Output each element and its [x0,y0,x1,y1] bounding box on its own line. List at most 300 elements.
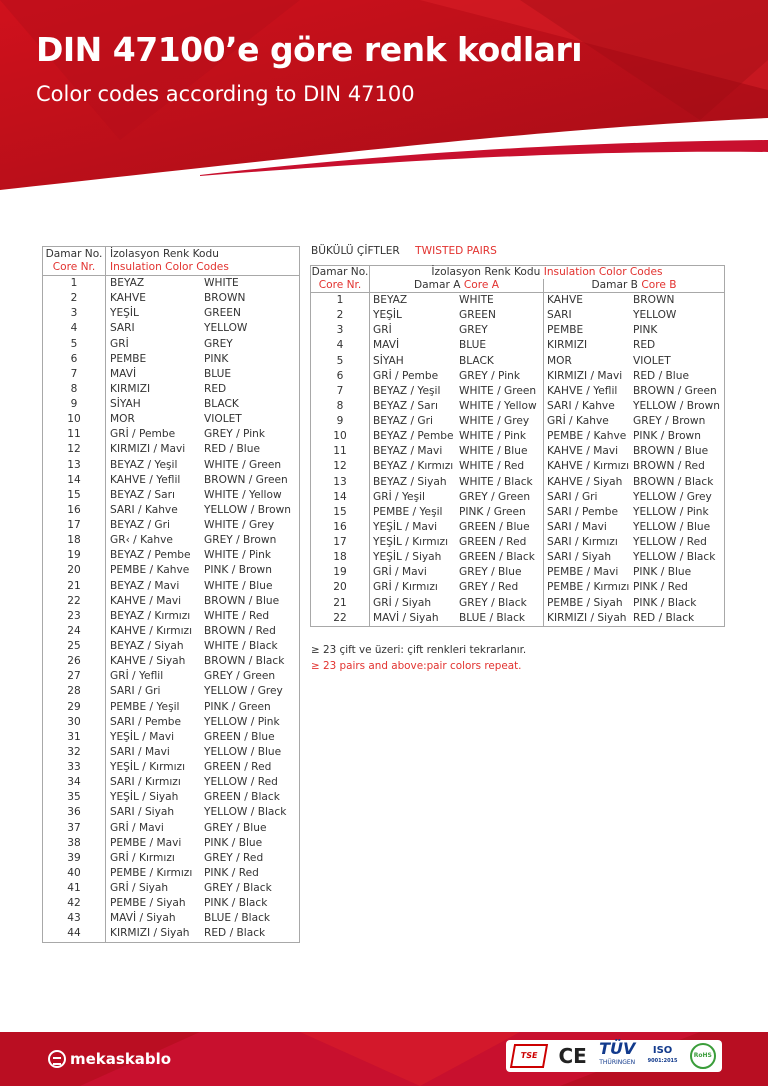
core-number: 25 [43,639,106,654]
color-tr: YEŞİL [110,307,139,320]
pairs-label-tr: BÜKÜLÜ ÇİFTLER [311,245,400,257]
table-row [311,429,725,444]
pair-number: 6 [311,369,370,384]
table-row [311,308,725,323]
color-tr: GRİ / Kırmızı [110,851,175,864]
core-b-color-en: YELLOW / Red [633,536,707,548]
table-row [43,851,300,866]
core-a-color-en: WHITE / Green [459,384,544,399]
header-banner [0,0,768,200]
color-tr: PEMBE [110,352,147,365]
core-a-color-en: PINK / Green [459,505,544,520]
pair-number: 16 [311,520,370,535]
color-en: WHITE / Green [204,458,282,471]
repeat-note [311,642,526,674]
core-b-color-tr: PEMBE / Mavi [547,566,619,579]
core-b-color-en: BROWN / Red [633,460,705,473]
core-a-color-en: GREY / Pink [459,369,544,384]
col-header-en: Insulation Color Codes [543,266,663,278]
brand-name: mekaskablo [70,1050,172,1068]
color-en: PINK / Red [204,866,259,879]
core-number: 24 [43,624,106,639]
col-header-tr: İzolasyon Renk Kodu [431,266,541,278]
core-b-en: Core B [641,279,677,291]
color-en: YELLOW / Black [204,806,287,819]
core-a-color-tr: YEŞİL / Mavi [373,520,438,533]
color-tr: MAVİ / Siyah [110,912,176,925]
color-en: GREY / Green [204,670,276,683]
brand-mark-icon [48,1050,66,1068]
core-b-color-en: YELLOW / Pink [633,505,709,518]
color-tr: BEYAZ / Yeşil [110,458,178,471]
core-number: 32 [43,745,106,760]
core-b-color-en: RED / Black [633,611,695,624]
core-number: 17 [43,518,106,533]
core-number: 19 [43,548,106,563]
table-row [43,397,300,412]
table-row [43,548,300,563]
table-row [43,458,300,473]
table-row [43,911,300,926]
color-en: YELLOW / Brown [204,503,291,516]
table-row [311,338,725,353]
core-b-color-tr: PEMBE / Siyah [547,596,623,609]
core-b-color-tr: GRİ / Kahve [547,415,609,427]
core-number: 30 [43,715,106,730]
core-number: 11 [43,427,106,442]
color-en: GREEN / Blue [204,730,275,743]
color-tr: SARI / Pembe [110,715,182,728]
color-tr: KAHVE [110,292,146,305]
table-row [311,580,725,595]
color-tr: SARI / Gri [110,685,161,698]
brand-logo [48,1050,171,1068]
table-row [43,700,300,715]
rohs-logo-icon: RoHS [690,1043,716,1069]
core-a-color-tr: YEŞİL [373,309,402,322]
color-tr: YEŞİL / Mavi [110,730,175,743]
table-row [43,291,300,306]
table-row [43,715,300,730]
color-tr: SARI / Mavi [110,745,170,758]
table-row [43,321,300,336]
table-row [311,535,725,550]
color-tr: YEŞİL / Siyah [110,791,179,804]
core-a-color-en: GREY / Red [459,580,544,595]
pair-number: 13 [311,475,370,490]
color-en: PINK / Black [204,897,268,910]
color-tr: KAHVE / Yeflil [110,473,181,486]
core-b-color-en: BROWN / Blue [633,445,709,458]
pair-number: 4 [311,338,370,353]
core-b-color-en: PINK [633,324,658,337]
table-row [43,473,300,488]
color-tr: KAHVE / Mavi [110,594,182,607]
color-tr: SARI / Kahve [110,503,178,516]
core-number: 18 [43,533,106,548]
table-row [43,654,300,669]
color-en: BROWN / Black [204,655,285,668]
table-row [43,896,300,911]
core-a-color-en: GREEN / Red [459,535,544,550]
table-row [43,926,300,942]
core-a-color-en: BLUE [459,338,544,353]
table-row [311,565,725,580]
table-row [43,805,300,820]
color-tr: KAHVE / Siyah [110,655,186,668]
color-en: GREY / Red [204,851,264,864]
table-row [43,563,300,578]
color-tr: PEMBE / Kahve [110,564,190,577]
color-tr: BEYAZ / Pembe [110,549,191,562]
col-core-number-header [43,247,106,276]
color-en: BLUE [204,367,232,380]
table-row [43,352,300,367]
core-a-color-en: GREY / Blue [459,565,544,580]
color-tr: SARI / Siyah [110,806,175,819]
color-tr: MAVİ [110,367,137,380]
core-b-color-en: PINK / Red [633,581,688,594]
color-tr: MOR [110,413,135,426]
pair-number: 15 [311,505,370,520]
color-en: GREY [204,337,233,350]
core-number: 4 [43,321,106,336]
core-number: 9 [43,397,106,412]
pair-number: 22 [311,611,370,627]
table-subheader-row [311,279,725,293]
core-b-color-tr: KIRMIZI [547,339,588,352]
color-tr: PEMBE / Mavi [110,836,182,849]
core-a-color-tr: BEYAZ / Pembe [373,430,454,443]
core-number: 40 [43,866,106,881]
core-number: 22 [43,594,106,609]
table-row [311,596,725,611]
iso-label: ISO [652,1045,673,1056]
color-tr: PEMBE / Siyah [110,897,186,910]
table-row [43,276,300,292]
certification-logos [506,1040,722,1072]
color-tr: BEYAZ / Siyah [110,640,184,652]
color-en: WHITE / Red [204,609,270,622]
core-b-color-en: YELLOW [633,309,677,322]
table-row [43,442,300,457]
color-tr: BEYAZ / Gri [110,519,170,531]
core-b-color-en: BROWN / Black [633,475,714,488]
table-row [43,337,300,352]
twisted-pairs-label [311,245,509,257]
table-row [43,669,300,684]
col-header-en: Core Nr. [52,261,96,273]
core-number: 20 [43,563,106,578]
color-tr: GRİ / Mavi [110,821,164,834]
page-subtitle: Color codes according to DIN 47100 [36,82,415,106]
color-en: BROWN / Red [204,624,276,637]
core-b-color-tr: SARI / Siyah [547,551,612,564]
table-row [43,745,300,760]
color-tr: KIRMIZI / Mavi [110,443,186,456]
core-number: 8 [43,382,106,397]
core-number: 3 [43,306,106,321]
core-b-color-tr: SARI / Kahve [547,399,615,412]
pair-number: 8 [311,399,370,414]
table-row [43,594,300,609]
color-en: RED / Blue [204,443,260,456]
table-row [311,399,725,414]
table-row [311,444,725,459]
twisted-pairs-table [310,265,725,627]
pair-number: 17 [311,535,370,550]
core-number: 43 [43,911,106,926]
table-row [311,505,725,520]
core-a-color-tr: BEYAZ / Siyah [373,475,447,488]
core-number: 21 [43,579,106,594]
pair-number: 11 [311,444,370,459]
pair-number: 1 [311,293,370,309]
core-a-color-tr: BEYAZ / Kırmızı [373,460,454,473]
core-b-color-en: BROWN / Green [633,384,717,397]
core-a-color-tr: YEŞİL / Siyah [373,551,442,564]
pair-number: 19 [311,565,370,580]
table-row [311,354,725,369]
core-number: 10 [43,412,106,427]
color-en: VIOLET [204,413,242,426]
core-number: 16 [43,503,106,518]
core-number: 41 [43,881,106,896]
core-number: 29 [43,700,106,715]
table-row [311,293,725,309]
core-a-color-tr: PEMBE / Yeşil [373,505,443,518]
pair-number: 18 [311,550,370,565]
table-row [43,639,300,654]
core-a-color-en: GREY / Green [459,490,544,505]
color-en: BROWN / Green [204,473,288,486]
color-en: YELLOW / Red [204,776,278,789]
core-a-color-tr: BEYAZ [373,294,408,306]
col-core-number-header-en: Core Nr. [311,279,370,293]
color-tr: SARI [110,322,135,335]
core-number: 31 [43,730,106,745]
table-row [43,412,300,427]
color-tr: PEMBE / Kırmızı [110,866,193,879]
pair-number: 7 [311,384,370,399]
color-en: PINK / Brown [204,564,272,577]
core-b-color-tr: MOR [547,354,572,367]
table-row [43,836,300,851]
core-a-color-tr: BEYAZ / Mavi [373,445,443,458]
table-row [43,533,300,548]
core-a-color-tr: SİYAH [373,354,404,367]
core-b-color-tr: KAHVE [547,294,583,306]
core-number: 44 [43,926,106,942]
core-b-color-tr: PEMBE / Kahve [547,430,627,443]
pair-number: 3 [311,323,370,338]
table-row [43,624,300,639]
pair-number: 10 [311,429,370,444]
core-a-color-tr: GRİ / Siyah [373,596,432,609]
core-b-color-en: PINK / Blue [633,566,692,579]
core-b-header [544,279,725,293]
core-a-color-en: BLUE / Black [459,611,544,627]
color-en: YELLOW / Grey [204,685,283,698]
core-a-color-en: BLACK [459,354,544,369]
color-tr: SARI / Kırmızı [110,776,181,789]
tuv-sub: THÜRINGEN [599,1059,636,1066]
color-tr: GR‹ / Kahve [110,534,173,547]
core-number: 28 [43,684,106,699]
table-row [311,323,725,338]
core-b-color-en: GREY / Brown [633,415,706,427]
color-en: GREY / Blue [204,821,267,834]
single-core-table [42,246,300,943]
pair-number: 12 [311,459,370,474]
core-a-color-tr: GRİ / Pembe [373,369,439,382]
color-tr: KAHVE / Kırmızı [110,624,193,637]
color-tr: GRİ / Siyah [110,882,169,894]
table-row [311,459,725,474]
core-number: 42 [43,896,106,911]
color-tr: YEŞİL / Kırmızı [110,761,186,773]
core-a-tr: Damar A [414,279,461,291]
core-number: 33 [43,760,106,775]
iso-logo-icon [648,1046,678,1066]
tuv-logo-icon [599,1039,636,1070]
core-b-color-tr: PEMBE / Kırmızı [547,581,630,594]
color-tr: PEMBE / Yeşil [110,700,180,713]
core-a-color-tr: MAVİ [373,339,400,352]
core-number: 27 [43,669,106,684]
pair-number: 5 [311,354,370,369]
core-number: 14 [43,473,106,488]
pair-number: 2 [311,308,370,323]
table-row [311,369,725,384]
core-number: 38 [43,836,106,851]
table-row [43,881,300,896]
core-a-color-en: WHITE / Blue [459,444,544,459]
core-b-color-tr: KAHVE / Kırmızı [547,460,630,473]
table-row [43,821,300,836]
table-row [43,367,300,382]
table-row [43,609,300,624]
iso-sub: 9001:2015 [647,1058,678,1064]
core-a-color-en: WHITE / Red [459,459,544,474]
core-number: 36 [43,805,106,820]
color-en: PINK / Green [204,700,271,713]
pair-number: 20 [311,580,370,595]
color-en: WHITE / Black [204,640,278,652]
core-number: 5 [43,337,106,352]
core-a-color-tr: BEYAZ / Gri [373,415,433,427]
table-row [43,427,300,442]
core-number: 13 [43,458,106,473]
core-b-color-tr: KAHVE / Mavi [547,445,619,458]
core-b-color-en: YELLOW / Blue [633,520,711,533]
core-b-color-en: YELLOW / Black [633,551,716,564]
core-a-color-en: GREEN / Blue [459,520,544,535]
col-header-tr: Damar No. [45,248,103,260]
col-insulation-code-header [370,266,725,280]
tuv-label: TÜV [599,1039,636,1058]
color-en: YELLOW / Blue [204,745,282,758]
tse-logo-icon: TSE [510,1044,548,1068]
pair-number: 14 [311,490,370,505]
color-en: WHITE [204,277,239,289]
core-b-color-en: RED / Blue [633,369,689,382]
color-en: BROWN / Blue [204,594,280,607]
core-a-color-tr: GRİ [373,324,392,337]
table-row [43,790,300,805]
core-b-color-tr: SARI / Pembe [547,505,619,518]
core-number: 34 [43,775,106,790]
color-en: WHITE / Yellow [204,488,282,501]
core-a-color-en: GREEN / Black [459,550,544,565]
table-row [43,730,300,745]
color-en: RED / Black [204,927,266,940]
core-number: 6 [43,352,106,367]
core-b-color-en: PINK / Black [633,596,697,609]
core-b-color-tr: KIRMIZI / Siyah [547,611,627,624]
table-row [43,488,300,503]
core-b-color-en: RED [633,339,656,352]
color-tr: BEYAZ / Sarı [110,488,175,501]
core-b-color-tr: SARI [547,309,572,322]
color-en: PINK / Blue [204,836,263,849]
table-row [311,414,725,429]
color-en: YELLOW [204,322,248,335]
color-en: YELLOW / Pink [204,715,280,728]
core-b-tr: Damar B [591,279,638,291]
core-a-color-en: GREEN [459,308,544,323]
color-en: PINK [204,352,229,365]
color-en: BLUE / Black [204,912,271,925]
color-en: GREEN [204,307,241,320]
core-number: 2 [43,291,106,306]
table-row [43,760,300,775]
core-a-color-en: GREY / Black [459,596,544,611]
core-b-color-tr: KAHVE / Siyah [547,475,623,488]
color-tr: KIRMIZI / Siyah [110,927,190,940]
core-a-color-en: WHITE / Black [459,475,544,490]
core-number: 39 [43,851,106,866]
table-row [311,475,725,490]
core-a-color-tr: YEŞİL / Kırmızı [373,536,449,548]
table-row [43,579,300,594]
core-a-color-tr: BEYAZ / Yeşil [373,384,441,397]
color-en: GREY / Black [204,882,272,894]
core-b-color-en: PINK / Brown [633,430,701,443]
table-row [43,382,300,397]
repeat-note-tr: ≥ 23 çift ve üzeri: çift renkleri tekrarlanır. [311,644,527,656]
table-row [43,684,300,699]
core-b-color-tr: KIRMIZI / Mavi [547,369,623,382]
color-tr: SİYAH [110,398,141,410]
color-tr: KIRMIZI [110,382,151,395]
color-tr: BEYAZ / Kırmızı [110,609,191,622]
table-row [311,611,725,627]
table-row [43,775,300,790]
table-row [43,866,300,881]
core-a-color-en: WHITE / Pink [459,429,544,444]
color-tr: BEYAZ [110,277,145,289]
core-a-color-en: WHITE [459,293,544,309]
color-tr: BEYAZ / Mavi [110,579,180,592]
core-b-color-tr: KAHVE / Yeflil [547,384,618,397]
core-a-color-tr: GRİ / Yeşil [373,490,425,503]
core-a-color-en: GREY [459,323,544,338]
core-b-color-tr: SARI / Mavi [547,520,607,533]
color-en: BROWN [204,292,246,305]
color-tr: GRİ [110,337,129,350]
core-a-en: Core A [463,279,499,291]
